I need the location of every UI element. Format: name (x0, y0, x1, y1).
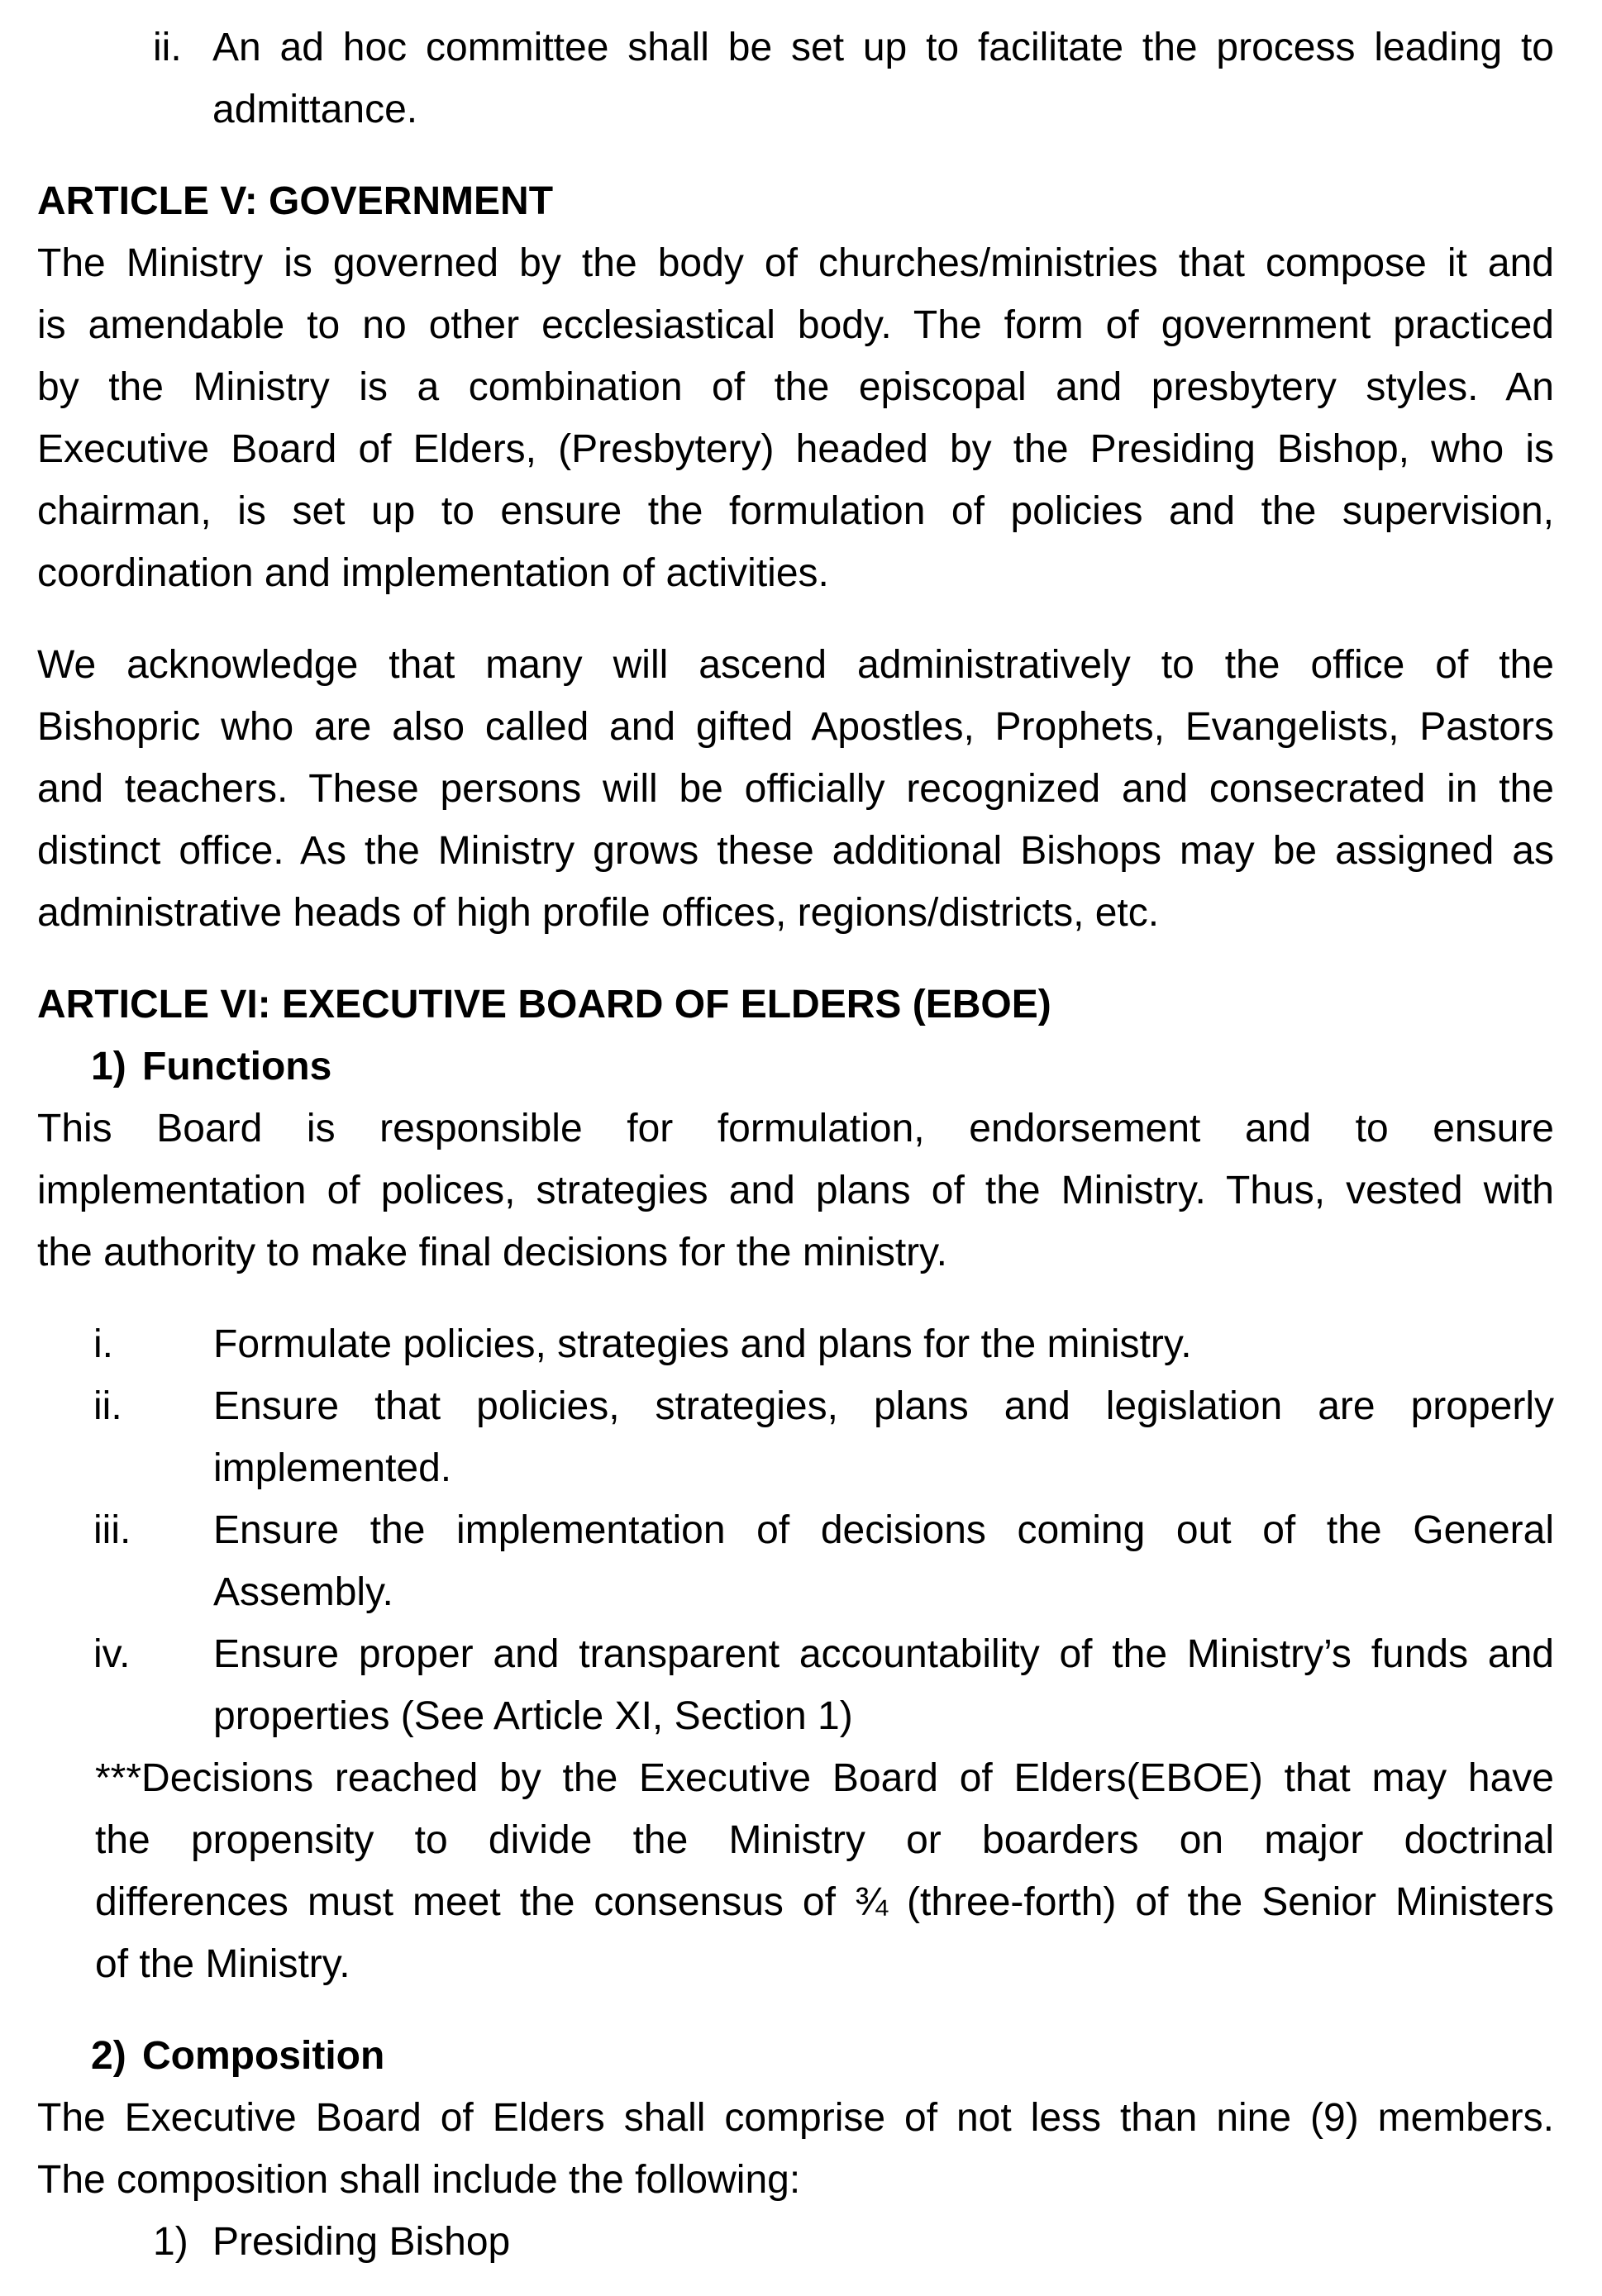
article-v-para2-line: Bishopric who are also called and gifted Apostles, Prophets, Evangelists, Pastors (37, 705, 1554, 749)
function-item-text: Ensure the implementation of decisions coming out of the General (213, 1508, 1554, 1552)
admission-list-marker: ii. (153, 26, 182, 69)
composition-subheading-title: Composition (142, 2034, 385, 2078)
article-v-para2-line: administrative heads of high profile offices, regions/districts, etc. (37, 891, 1160, 935)
function-item-marker: iv. (93, 1632, 131, 1676)
article-v-para1-line: chairman, is set up to ensure the formulation of policies and the supervision, (37, 489, 1554, 533)
function-item-iii (37, 1499, 1554, 1561)
admission-list-item-line-2: admittance. (212, 88, 418, 131)
article-v-para1-line: Executive Board of Elders, (Presbytery) headed by the Presiding Bishop, who is (37, 427, 1554, 471)
eboe-note-line: differences must meet the consensus of ¾ (three-forth) of the Senior Ministers (95, 1880, 1554, 1924)
article-v-para2-line: distinct office. As the Ministry grows these additional Bishops may be assigned as (37, 829, 1554, 873)
function-item-ii-cont: implemented. (213, 1446, 452, 1490)
article-v-para1-line: by the Ministry is a combination of the episcopal and presbytery styles. An (37, 365, 1554, 409)
function-item-text: Formulate policies, strategies and plans for the ministry. (213, 1322, 1192, 1366)
function-item-iv-cont: properties (See Article XI, Section 1) (213, 1694, 853, 1738)
composition-member-text: Presiding Bishop (212, 2220, 511, 2264)
composition-subheading (37, 2025, 1554, 2087)
functions-subheading (37, 1036, 1554, 1098)
function-item-text: Ensure that policies, strategies, plans and legislation are properly (213, 1384, 1554, 1428)
functions-subheading-marker: 1) (91, 1045, 126, 1088)
eboe-note-line: ***Decisions reached by the Executive Board of Elders(EBOE) that may have (95, 1756, 1554, 1800)
functions-subheading-title: Functions (142, 1045, 332, 1088)
eboe-note-line: the propensity to divide the Ministry or boarders on major doctrinal (95, 1818, 1554, 1862)
functions-intro-line: the authority to make final decisions for the ministry. (37, 1231, 947, 1274)
functions-intro-line: This Board is responsible for formulation, endorsement and to ensure (37, 1107, 1554, 1150)
function-item-iv (37, 1623, 1554, 1685)
function-item-i (37, 1313, 1554, 1375)
admission-list-text: An ad hoc committee shall be set up to facilitate the process leading to (212, 26, 1554, 69)
composition-intro-line: The composition shall include the following: (37, 2158, 801, 2202)
functions-intro-line: implementation of polices, strategies and plans of the Ministry. Thus, vested with (37, 1169, 1554, 1212)
function-item-marker: ii. (93, 1384, 122, 1428)
article-v-para1-line: is amendable to no other ecclesiastical body. The form of government practiced (37, 303, 1554, 347)
function-item-marker: i. (93, 1322, 113, 1366)
function-item-iii-cont: Assembly. (213, 1570, 393, 1614)
function-item-text: Ensure proper and transparent accountability of the Ministry’s funds and (213, 1632, 1554, 1676)
composition-intro-line: The Executive Board of Elders shall comprise of not less than nine (9) members. (37, 2096, 1554, 2140)
article-v-heading: ARTICLE V: GOVERNMENT (37, 179, 554, 223)
eboe-note-line: of the Ministry. (95, 1942, 350, 1986)
composition-member-marker: 1) (153, 2220, 188, 2264)
article-vi-heading: ARTICLE VI: EXECUTIVE BOARD OF ELDERS (EBOE) (37, 983, 1051, 1027)
article-v-para2-line: and teachers. These persons will be officially recognized and consecrated in the (37, 767, 1554, 811)
composition-member-item (37, 2211, 1554, 2273)
function-item-ii (37, 1375, 1554, 1437)
function-item-marker: iii. (93, 1508, 131, 1552)
article-v-para1-line: coordination and implementation of activities. (37, 551, 829, 595)
composition-subheading-marker: 2) (91, 2034, 126, 2078)
article-v-para2-line: We acknowledge that many will ascend administratively to the office of the (37, 643, 1554, 687)
article-v-para1-line: The Ministry is governed by the body of churches/ministries that compose it and (37, 241, 1554, 285)
admission-list-item-line-1 (37, 17, 1554, 79)
